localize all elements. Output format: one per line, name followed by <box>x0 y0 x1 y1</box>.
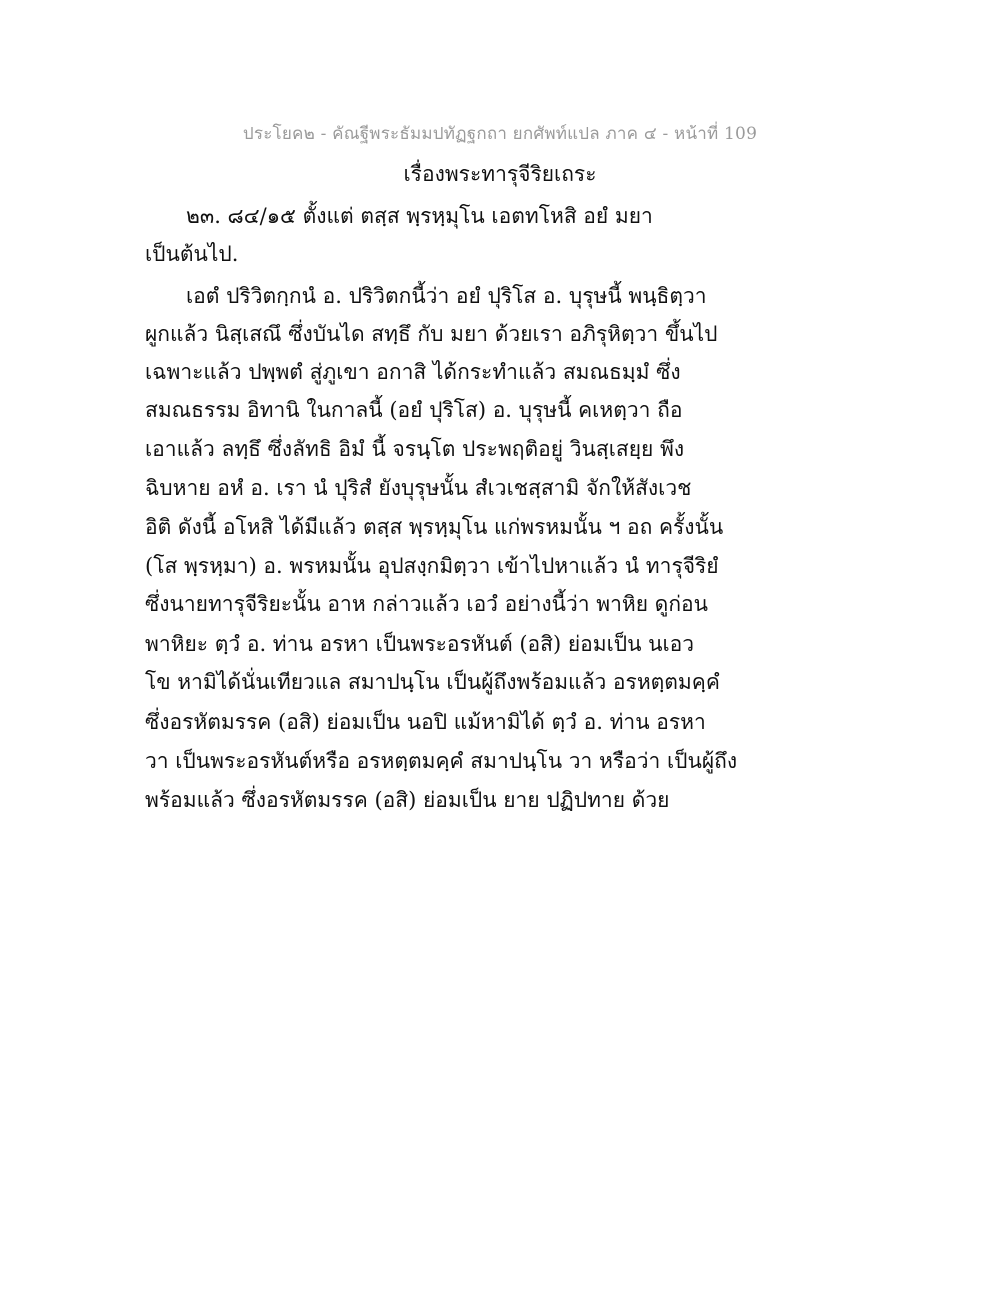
body-line-13: โข หามิได้นั่นเทียวแล สมาปนฺโน เป็นผู้ถึงพร้อมแล้ว อรหตฺตมคฺคํ <box>145 670 720 694</box>
body-line-15: วา เป็นพระอรหันต์หรือ อรหตฺตมคฺคํ สมาปนฺโน วา หรือว่า เป็นผู้ถึง <box>145 749 738 773</box>
body-line-12: พาหิยะ ตฺวํ อ. ท่าน อรหา เป็นพระอรหันต์ (อสิ) ย่อมเป็น นเอว <box>145 632 695 656</box>
body-line-16: พร้อมแล้ว ซึ่งอรหัตมรรค (อสิ) ย่อมเป็น ยาย ปฏิปทาย ด้วย <box>145 788 670 812</box>
body-line-4: ผูกแล้ว นิสฺเสณึ ซึ่งบันได สทฺธึ กับ มยา ด้วยเรา อภิรุหิตฺวา ขึ้นไป <box>145 322 718 346</box>
body-line-3: เอตํ ปริวิตกฺกนํ อ. ปริวิตกนี้ว่า อยํ ปุริโส อ. บุรุษนี้ พนฺธิตฺวา <box>186 284 707 308</box>
story-title: เรื่องพระทารุจีริยเถระ <box>403 162 597 186</box>
body-line-7: เอาแล้ว ลทฺธึ ซึ่งลัทธิ อิมํ นี้ จรนฺโต ประพฤติอยู่ วินสฺเสยฺย พึง <box>145 437 685 461</box>
body-line-2: เป็นต้นไป. <box>145 242 239 266</box>
body-line-9: อิติ ดังนี้ อโหสิ ได้มีแล้ว ตสฺส พฺรหฺมุโน แก่พรหมนั้น ฯ อถ ครั้งนั้น <box>145 515 724 539</box>
body-line-6: สมณธรรม อิทานิ ในกาลนี้ (อยํ ปุริโส) อ. บุรุษนี้ คเหตฺวา ถือ <box>145 398 683 422</box>
body-line-1: ๒๓. ๘๔/๑๕ ตั้งแต่ ตสฺส พฺรหฺมุโน เอตทโหสิ อยํ มยา <box>186 204 653 228</box>
body-line-14: ซึ่งอรหัตมรรค (อสิ) ย่อมเป็น นอปิ แม้หามิได้ ตฺวํ อ. ท่าน อรหา <box>145 710 706 734</box>
body-line-11: ซึ่งนายทารุจีริยะนั้น อาห กล่าวแล้ว เอวํ อย่างนี้ว่า พาหิย ดูก่อน <box>145 592 709 616</box>
running-header: ประโยค๒ - คัณฐีพระธัมมปทัฏฐกถา ยกศัพท์แปล ภาค ๔ - หน้าที่ 109 <box>242 124 758 144</box>
body-line-8: ฉิบหาย อหํ อ. เรา นํ ปุริสํ ยังบุรุษนั้น สํเวเชสฺสามิ จักให้สังเวช <box>145 476 692 500</box>
body-line-10: (โส พฺรหฺมา) อ. พรหมนั้น อุปสงฺกมิตฺวา เข้าไปหาแล้ว นํ ทารุจีริยํ <box>145 554 719 578</box>
body-line-5: เฉพาะแล้ว ปพฺพตํ สู่ภูเขา อกาสิ ได้กระทำแล้ว สมณธมฺมํ ซึ่ง <box>145 360 681 384</box>
